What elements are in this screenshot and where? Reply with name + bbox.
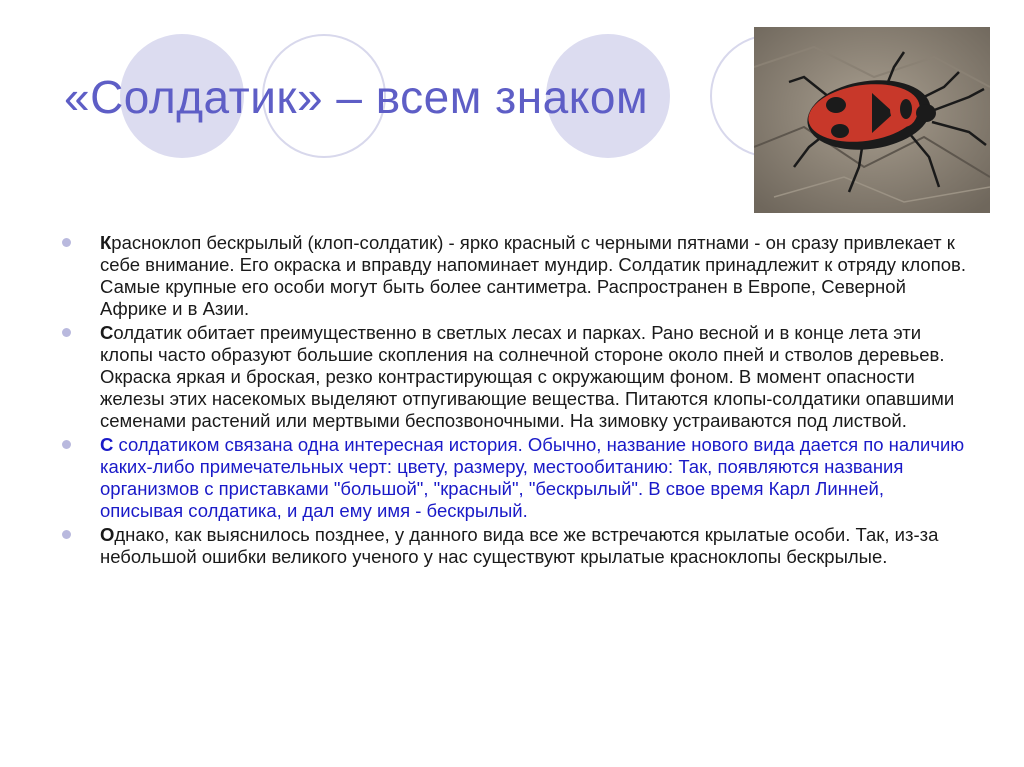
paragraph-text: олдатик обитает преимущественно в светлых лесах и парках. Рано весной и в конце лета эти клопы часто образуют большие скопления на солнечной стороне около пней и стволов деревьев. Окраска яркая и броская, резко контрастирующая с окружающим фоном. В момент опасности железы этих насекомых выделяют отпугивающие вещества. Питаются клопы-солдатики опавшими семенами растений или мертвыми беспозвоночными. На зимовку устраиваются под листвой. <box>100 322 955 431</box>
paragraph-4 <box>62 524 972 568</box>
paragraph-1 <box>62 232 972 320</box>
paragraph-text: расноклоп бескрылый (клоп-солдатик) - ярко красный с черными пятнами - он сразу привлекает к себе внимание. Его окраска и вправду напоминает мундир. Солдатик принадлежит к отряду клопов. Самые крупные его особи могут быть более сантиметра. Распространен в Европе, Северной Африке и в Азии. <box>100 232 966 319</box>
paragraph-lead-letter: С <box>100 434 114 455</box>
paragraph-lead-letter: К <box>100 232 112 253</box>
paragraph-text: днако, как выяснилось позднее, у данного вида все же встречаются крылатые особи. Так, из-за небольшой ошибки великого ученого у нас существуют крылатые красноклопы бескрылые. <box>100 524 939 567</box>
paragraph-2 <box>62 322 972 432</box>
firebug-photo <box>754 27 990 213</box>
paragraph-3 <box>62 434 972 522</box>
bullet-dot-icon <box>62 238 71 247</box>
slide-title: «Солдатик» – всем знаком <box>64 71 649 123</box>
firebug-photo-icon <box>754 27 990 213</box>
paragraph-lead-letter: С <box>100 322 114 343</box>
bullet-dot-icon <box>62 530 71 539</box>
paragraph-text: солдатиком связана одна интересная история. Обычно, название нового вида дается по наличию каких-либо примечательных черт: цвету, размеру, местообитанию: Так, появляются названия организмов с приставками "большой", "красный", "бескрылый". В свое время Карл Линней, описывая солдатика, и дал ему имя - бескрылый. <box>100 434 965 521</box>
bullet-dot-icon <box>62 440 71 449</box>
paragraph-lead-letter: О <box>100 524 115 545</box>
body-text <box>62 232 972 570</box>
bullet-dot-icon <box>62 328 71 337</box>
